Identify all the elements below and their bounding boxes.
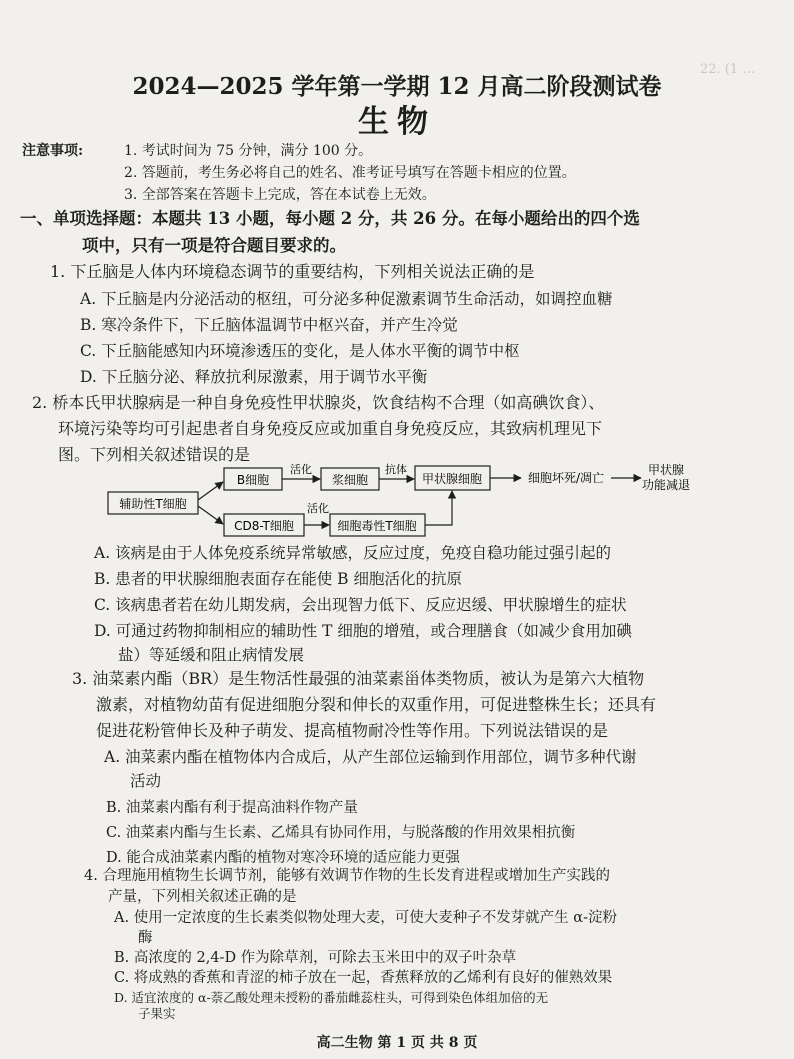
- question-4-option-a-line-1: A. 使用一定浓度的生长素类似物处理大麦，可使大麦种子不发芽就产生 α-淀粉: [114, 910, 617, 926]
- section-heading-line-2: 项中，只有一项是符合题目要求的。: [82, 236, 346, 255]
- bleed-through-text: 22. (1 …: [700, 62, 756, 77]
- question-4-option-c: C. 将成熟的香蕉和青涩的柿子放在一起，香蕉释放的乙烯利有良好的催熟效果: [114, 970, 613, 986]
- question-1-stem: 1. 下丘脑是人体内环境稳态调节的重要结构，下列相关说法正确的是: [50, 262, 535, 281]
- question-4-option-b: B. 高浓度的 2,4-D 作为除草剂，可除去玉米田中的双子叶杂草: [114, 950, 517, 966]
- question-1-option-d: D. 下丘脑分泌、释放抗利尿激素，用于调节水平衡: [80, 368, 428, 386]
- helper-t-label: 辅助性T细胞: [119, 497, 187, 511]
- question-3-option-d: D. 能合成油菜素内酯的植物对寒冷环境的适应能力更强: [106, 850, 460, 866]
- ctl-label: 细胞毒性T细胞: [337, 519, 417, 533]
- question-3-option-c: C. 油菜素内酯与生长素、乙烯具有协同作用，与脱落酸的作用效果相抗衡: [106, 825, 576, 841]
- question-1-option-c: C. 下丘脑能感知内环境渗透压的变化，是人体水平衡的调节中枢: [80, 342, 520, 360]
- question-2-stem-line-2: 环境污染等均可引起患者自身免疫反应或加重自身免疫反应，其致病机理见下: [58, 419, 603, 438]
- question-4-option-a-line-2: 酶: [138, 930, 153, 946]
- question-1-option-b: B. 寒冷条件下，下丘脑体温调节中枢兴奋，并产生冷觉: [80, 316, 458, 334]
- notice-item-2: 2. 答题前，考生务必将自己的姓名、准考证号填写在答题卡相应的位置。: [124, 165, 576, 181]
- section-heading-line-1: 一、单项选择题：本题共 13 小题，每小题 2 分，共 26 分。在每小题给出的四个选: [20, 209, 640, 228]
- question-3-stem-line-1: 3. 油菜素内酯（BR）是生物活性最强的油菜素甾体类物质，被认为是第六大植物: [72, 669, 645, 688]
- page-footer: 高二生物 第 1 页 共 8 页: [316, 1035, 478, 1051]
- cd8-label: CD8-T细胞: [234, 519, 294, 533]
- activate-label-2: 活化: [307, 502, 329, 515]
- notice-item-1: 1. 考试时间为 75 分钟，满分 100 分。: [124, 143, 373, 159]
- notice-block: [22, 141, 576, 203]
- question-3-stem-line-3: 促进花粉管伸长及种子萌发、提高植物耐冷性等作用。下列说法错误的是: [96, 721, 609, 740]
- question-3-stem-line-2: 激素，对植物幼苗有促进细胞分裂和伸长的双重作用，可促进整株生长；还具有: [96, 695, 657, 714]
- question-2-option-c: C. 该病患者若在幼儿期发病，会出现智力低下、反应迟缓、甲状腺增生的症状: [94, 596, 627, 614]
- result-label-line-1: 甲状腺: [647, 463, 685, 477]
- question-2-stem-line-3: 图。下列相关叙述错误的是: [58, 445, 251, 464]
- question-1-option-a: A. 下丘脑是内分泌活动的枢纽，可分泌多种促激素调节生命活动，如调控血糖: [80, 290, 613, 308]
- question-4-option-d-line-1: D. 适宜浓度的 α-萘乙酸处理未授粉的番茄雌蕊柱头，可得到染色体组加倍的无: [114, 990, 549, 1005]
- question-4-stem-line-1: 4. 合理施用植物生长调节剂，能够有效调节作物的生长发育进程或增加生产实践的: [84, 868, 610, 884]
- notice-item-3: 3. 全部答案在答题卡上完成，答在本试卷上无效。: [124, 187, 436, 203]
- section-heading: [20, 205, 780, 259]
- question-3-option-a-line-2: 活动: [130, 772, 162, 790]
- arrow-helper-to-cd8: [198, 506, 223, 524]
- antibody-label: 抗体: [385, 463, 407, 476]
- question-3-option-a-line-1: A. 油菜素内酯在植物体内合成后，从产生部位运输到作用部位，调节多种代谢: [104, 748, 637, 766]
- death-label: 细胞坏死/凋亡: [527, 471, 605, 485]
- result-label-line-2: 功能减退: [641, 478, 691, 492]
- question-2-option-d-line-1: D. 可通过药物抑制相应的辅助性 T 细胞的增殖，或合理膳食（如减少食用加碘: [94, 622, 632, 640]
- question-2-stem-line-1: 2. 桥本氏甲状腺病是一种自身免疫性甲状腺炎，饮食结构不合理（如高碘饮食）、: [32, 393, 605, 412]
- question-4-option-d-line-2: 子果实: [138, 1006, 176, 1021]
- plasma-label: 浆细胞: [331, 473, 369, 487]
- arrow-helper-to-b: [198, 482, 223, 500]
- thyroid-label: 甲状腺细胞: [421, 472, 483, 486]
- exam-title: 2024—2025 学年第一学期 12 月高二阶段测试卷: [132, 73, 662, 100]
- question-2-option-b: B. 患者的甲状腺细胞表面存在能使 B 细胞活化的抗原: [94, 570, 462, 588]
- question-3-option-b: B. 油菜素内酯有利于提高油料作物产量: [106, 800, 358, 816]
- question-4-stem-line-2: 产量，下列相关叙述正确的是: [108, 889, 297, 905]
- b-cell-label: B细胞: [236, 473, 270, 487]
- arrow-ctl-to-thyroid: [425, 491, 452, 525]
- question-2-option-a: A. 该病是由于人体免疫系统异常敏感，反应过度，免疫自稳功能过强引起的: [94, 544, 612, 562]
- activate-label-1: 活化: [290, 463, 312, 476]
- pathogenesis-diagram: [0, 460, 794, 550]
- question-2-option-d-line-2: 盐）等延缓和阻止病情发展: [118, 646, 305, 664]
- notice-label: 注意事项:: [22, 143, 84, 159]
- subject-title: 生物: [358, 104, 436, 140]
